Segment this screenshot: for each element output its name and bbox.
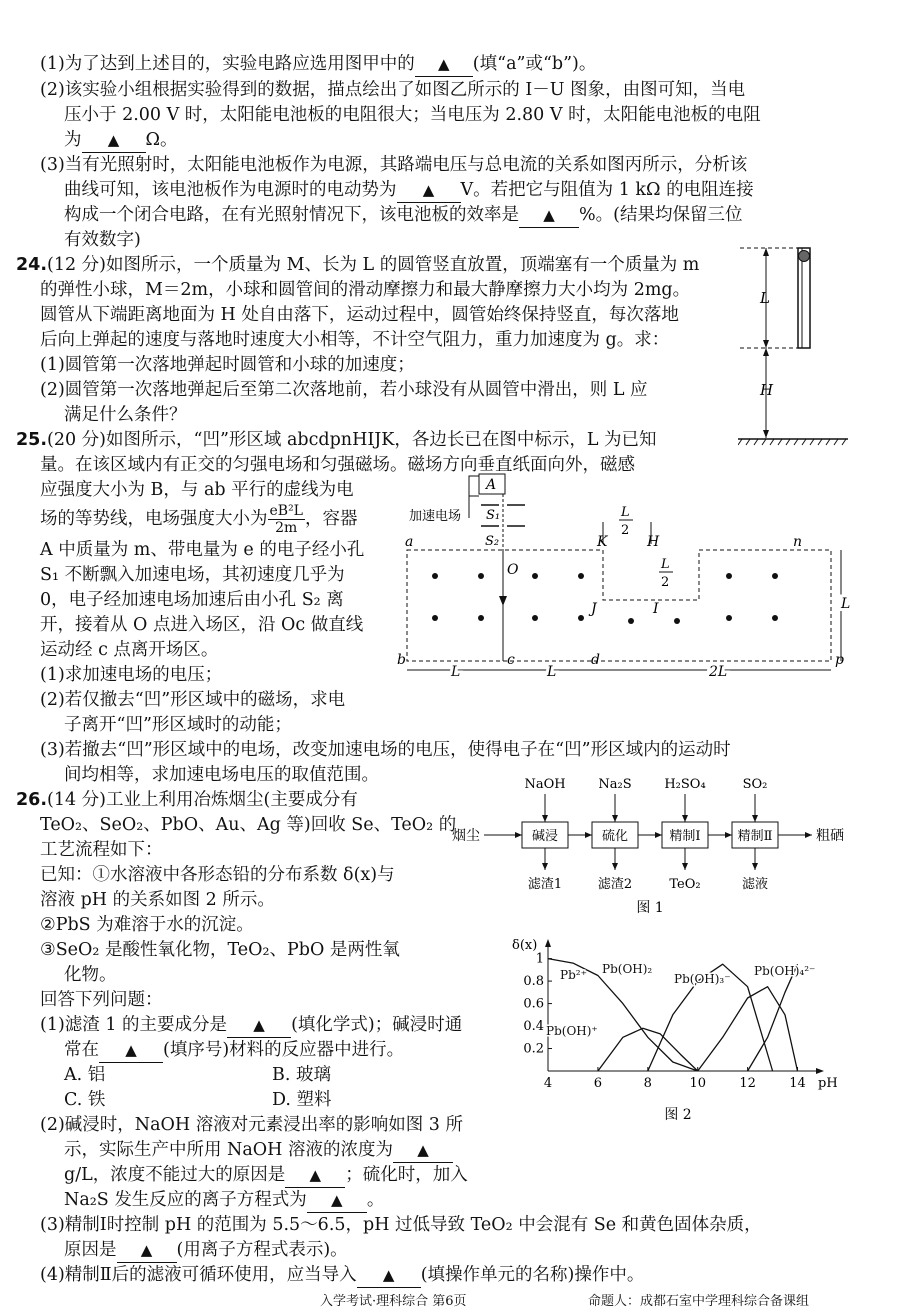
text-fragment: 为 — [64, 130, 82, 150]
answer-blank[interactable] — [357, 1263, 421, 1288]
flow-step-label: 精制Ⅰ — [669, 829, 701, 844]
text-line-q24b — [40, 278, 690, 302]
dim-bc: L — [451, 664, 461, 680]
text-fragment: (3)当有光照射时，太阳能电池板作为电源，其路端电压与总电流的关系如图丙所示，分析该 — [40, 155, 748, 175]
field-dots — [432, 573, 778, 624]
blank-triangle-icon: ▲ — [417, 1141, 429, 1159]
y-axis-arrow — [545, 939, 551, 947]
text-fragment: 构成一个闭合电路，在有光照射情况下，该电池板的效率是 — [64, 205, 519, 225]
label-c: c — [507, 652, 515, 668]
answer-blank[interactable] — [99, 1038, 163, 1063]
flow-arrowhead — [805, 832, 812, 838]
flow-reagent: SO₂ — [742, 777, 768, 792]
y-tick-label: 0.6 — [523, 996, 544, 1012]
text-line-q25n — [64, 763, 379, 787]
text-line-q26k — [64, 1038, 404, 1063]
text-fragment: 曲线可知，该电池板作为电源时的电动势为 — [64, 180, 397, 200]
text-fragment: %。(结果均保留三位 — [579, 205, 743, 225]
ground-hatching — [738, 439, 846, 445]
flow-reagent: H₂SO₄ — [664, 777, 706, 792]
series-label-3: Pb(OH)₃⁻ — [674, 972, 731, 986]
text-line-q26j — [40, 1013, 462, 1038]
text-fragment: ；硫化时，加入 — [345, 1165, 468, 1185]
text-fragment: 常在 — [64, 1040, 99, 1060]
text-fragment: 压小于 2.00 V 时，太阳能电池板的电阻很大；当电压为 2.80 V 时，太阳能电池板的电阻 — [64, 105, 761, 125]
label-K: K — [597, 534, 608, 550]
label-S2: S₂ — [485, 534, 500, 549]
text-line-q25j — [40, 663, 222, 687]
flow-arrowhead — [752, 815, 758, 822]
fraction-numerator: eB²L — [269, 503, 303, 519]
q25-region-figure — [395, 468, 855, 683]
flow-reagent: NaOH — [524, 777, 566, 792]
text-line-q24e — [40, 353, 415, 377]
flow-arrowhead — [542, 815, 548, 822]
text-fragment: 圆管从下端距离地面为 H 处自由落下，运动过程中，圆管始终保持竖直，每次落地 — [40, 305, 679, 325]
q26-distribution-chart — [508, 935, 848, 1125]
y-tick-label: 1 — [535, 951, 544, 967]
electron-arrow — [499, 596, 507, 606]
flow-arrowhead — [752, 863, 758, 870]
L-arrow-bottom — [763, 340, 769, 348]
text-line-q26s — [64, 1238, 348, 1263]
text-line-l5 — [40, 153, 747, 177]
region-outline — [407, 550, 831, 661]
answer-blank[interactable] — [397, 178, 461, 203]
text-line-q26b — [40, 813, 456, 837]
dim-HI-den: 2 — [661, 575, 670, 590]
flow-step-label: 精制Ⅱ — [737, 829, 773, 844]
answer-blank[interactable] — [307, 1188, 367, 1213]
flow-arrowhead — [542, 863, 548, 870]
flow-product: 滤渣2 — [597, 877, 633, 892]
text-fragment: 后向上弹起的速度与落地时速度大小相等，不计空气阻力，重力加速度为 g。求： — [40, 330, 670, 350]
flow-arrowhead — [725, 832, 732, 838]
text-fragment: 开，接着从 O 点进入场区，沿 Oc 做直线 — [40, 615, 364, 635]
text-fragment: V。若把它与阻值为 1 kΩ 的电阻连接 — [460, 180, 754, 200]
series-label-0: Pb²⁺ — [560, 968, 587, 982]
text-line-q26q — [64, 1188, 384, 1213]
x-tick-label: 12 — [739, 1076, 756, 1091]
text-line-q26r — [40, 1213, 762, 1237]
text-fragment: (20 分)如图所示，“凹”形区域 abcdpnHIJK，各边长已在图中标示，L 为已知 — [47, 430, 657, 450]
text-fragment: ③SeO₂ 是酸性氧化物，TeO₂、PbO 是两性氧 — [40, 940, 400, 960]
text-line-q26o — [64, 1138, 453, 1163]
text-line-q26f — [40, 913, 254, 937]
flow-product: 滤渣1 — [527, 877, 563, 892]
field-strength-fraction — [268, 503, 305, 536]
y-axis-label: δ(x) — [512, 938, 538, 953]
flow-step-label: 碱浸 — [531, 829, 559, 844]
flow-product: TeO₂ — [669, 877, 701, 892]
text-line-q25l — [64, 713, 292, 737]
text-line-q26m — [64, 1088, 105, 1112]
text-fragment: (3)精制Ⅰ时控制 pH 的范围为 5.5～6.5，pH 过低导致 TeO₂ 中会混有 Se 和黄色固体杂质， — [40, 1215, 762, 1235]
text-fragment: D. 塑料 — [272, 1090, 332, 1110]
label-A: A — [486, 477, 497, 493]
x-tick-label: 6 — [593, 1076, 603, 1091]
field-line-suffix: ，容器 — [304, 509, 358, 529]
text-fragment: 满足什么条件？ — [64, 405, 187, 425]
flow-arrowhead — [612, 863, 618, 870]
blank-triangle-icon: ▲ — [140, 1241, 153, 1259]
text-fragment: Na₂S 发生反应的离子方程式为 — [64, 1190, 307, 1210]
ball — [799, 251, 810, 262]
flow-input: 烟尘 — [452, 828, 480, 844]
x-axis-arrow — [816, 1068, 824, 1074]
y-tick-label: 0.8 — [523, 974, 544, 990]
text-line-q24g — [64, 403, 187, 427]
text-line-q26m2 — [272, 1088, 332, 1112]
text-fragment: 溶液 pH 的关系如图 2 所示。 — [40, 890, 275, 910]
dim-np: L — [841, 596, 851, 612]
H-arrow-bottom — [763, 430, 769, 438]
text-line-l4 — [64, 128, 178, 153]
series-label-1: Pb(OH)⁺ — [546, 1024, 598, 1038]
text-line-q26n — [40, 1113, 463, 1137]
text-line-q24a — [16, 253, 699, 277]
text-fragment: 回答下列问题： — [40, 990, 163, 1010]
text-fragment: 0，电子经加速电场加速后由小孔 S₂ 离 — [40, 590, 344, 610]
x-tick-label: 8 — [643, 1076, 652, 1091]
text-line-q26a — [16, 788, 358, 812]
text-fragment: S₁ 不断飘入加速电场，其初速度几乎为 — [40, 565, 345, 585]
dim-cd: L — [547, 664, 557, 680]
text-line-q26t — [40, 1263, 644, 1288]
dim-dp: 2L — [709, 664, 728, 680]
text-line-q25f — [40, 563, 345, 587]
q26-flowchart — [450, 770, 870, 920]
flow-arrowhead — [655, 832, 662, 838]
text-line-q25i — [40, 638, 218, 662]
text-fragment: Ω。 — [145, 130, 178, 150]
text-line-l6 — [64, 178, 754, 203]
flow-arrowhead — [682, 863, 688, 870]
flow-step-label: 硫化 — [601, 829, 629, 844]
label-O: O — [507, 562, 519, 578]
text-fragment: (填序号)材料的反应器中进行。 — [163, 1040, 405, 1060]
tube — [798, 248, 810, 348]
x-tick-label: 14 — [789, 1076, 806, 1091]
footer-page-info: 入学考试·理科综合 第6页 — [320, 1294, 467, 1309]
field-line-prefix: 场的等势线，电场强度大小为 — [40, 509, 268, 529]
L-label: L — [760, 289, 770, 307]
text-fragment: B. 玻璃 — [272, 1065, 331, 1085]
text-line-q26l — [64, 1063, 105, 1087]
text-fragment: (1)滤渣 1 的主要成分是 — [40, 1015, 228, 1035]
flow-arrowhead — [515, 832, 522, 838]
text-fragment: 子离开“凹”形区域时的动能； — [64, 715, 292, 735]
y-tick-label: 0.4 — [523, 1019, 544, 1035]
text-line-l2 — [40, 78, 745, 102]
figure-2-caption: 图 2 — [664, 1107, 692, 1123]
text-line-l8 — [64, 228, 141, 252]
answer-blank[interactable] — [227, 1013, 291, 1038]
text-fragment: (填“a”或“b”)。 — [472, 54, 597, 74]
label-S1: S₁ — [486, 508, 501, 523]
H-arrow-top — [763, 348, 769, 356]
text-line-q26p — [64, 1163, 468, 1188]
text-fragment: 运动经 c 点离开场区。 — [40, 640, 219, 660]
blank-triangle-icon: ▲ — [382, 1266, 395, 1284]
label-b: b — [397, 652, 406, 668]
text-fragment: g/L，浓度不能过大的原因是 — [64, 1165, 286, 1185]
text-line-l1 — [40, 52, 596, 77]
text-fragment: TeO₂、SeO₂、PbO、Au、Ag 等)回收 Se、TeO₂ 的 — [40, 815, 457, 835]
flow-arrowhead — [585, 832, 592, 838]
text-line-q26d — [40, 863, 395, 887]
q25-field-strength-line — [40, 503, 357, 536]
blank-triangle-icon: ▲ — [309, 1166, 321, 1184]
text-line-q25a — [16, 428, 657, 452]
text-fragment: (2)圆管第一次落地弹起后至第二次落地前，若小球没有从圆管中滑出，则 L 应 — [40, 380, 648, 400]
text-line-q26i — [40, 988, 163, 1012]
text-fragment: (14 分)工业上利用冶炼烟尘(主要成分有 — [47, 790, 358, 810]
question-number: 25. — [16, 430, 48, 450]
text-line-q25k — [40, 688, 345, 712]
text-fragment: 应强度大小为 B，与 ab 平行的虚线为电 — [40, 480, 354, 500]
blank-triangle-icon: ▲ — [107, 131, 120, 149]
flow-reagent: Na₂S — [598, 777, 632, 792]
dim-KH-num: L — [621, 505, 630, 520]
text-fragment: (2)若仅撤去“凹”形区域中的磁场，求电 — [40, 690, 346, 710]
text-fragment: C. 铁 — [64, 1090, 106, 1110]
figure-1-caption: 图 1 — [636, 900, 664, 916]
flow-output: 粗硒 — [816, 828, 844, 844]
blank-triangle-icon: ▲ — [253, 1016, 265, 1034]
text-line-q24d — [40, 328, 669, 352]
text-line-q24f — [40, 378, 648, 402]
text-fragment: 。 — [366, 1190, 385, 1210]
text-line-q24c — [40, 303, 679, 327]
text-line-q25e — [40, 538, 364, 562]
text-line-q26e — [40, 888, 275, 912]
text-fragment: (1)求加速电场的电压； — [40, 665, 223, 685]
text-line-q25g — [40, 588, 344, 612]
q24-tube-figure — [738, 240, 858, 450]
text-fragment: 有效数字) — [64, 230, 141, 250]
text-line-l3 — [64, 103, 761, 127]
x-tick-label: 10 — [689, 1076, 706, 1091]
blank-triangle-icon: ▲ — [438, 55, 450, 73]
label-p: p — [835, 652, 844, 668]
text-fragment: 化物。 — [64, 965, 117, 985]
label-J: J — [591, 601, 597, 617]
H-label: H — [760, 381, 774, 399]
container-frame — [469, 476, 479, 496]
question-number: 26. — [16, 790, 48, 810]
text-fragment: 示，实际生产中所用 NaOH 溶液的浓度为 — [64, 1140, 393, 1160]
label-n: n — [793, 534, 803, 550]
text-fragment: 间均相等，求加速电场电压的取值范围。 — [64, 765, 379, 785]
label-d: d — [591, 652, 600, 668]
flow-steps — [452, 777, 844, 916]
footer-author: 命题人：成都石室中学理科综合备课组 — [588, 1294, 810, 1309]
text-line-q26l2 — [272, 1063, 331, 1087]
text-fragment: A 中质量为 m、带电量为 e 的电子经小孔 — [40, 540, 365, 560]
text-fragment: (1)圆管第一次落地弹起时圆管和小球的加速度； — [40, 355, 415, 375]
text-fragment: (2)该实验小组根据实验得到的数据，描点绘出了如图乙所示的 I－U 图象，由图可知，当电 — [40, 80, 746, 100]
text-fragment: 工艺流程如下： — [40, 840, 163, 860]
text-fragment: (填操作单元的名称)操作中。 — [420, 1265, 645, 1285]
series-label-2: Pb(OH)₂ — [602, 962, 653, 976]
series-line-1 — [598, 1028, 698, 1071]
x-axis-label: pH — [818, 1076, 838, 1091]
answer-blank[interactable] — [415, 52, 473, 77]
series-line-4 — [748, 964, 798, 1071]
text-fragment: ②PbS 为难溶于水的沉淀。 — [40, 915, 254, 935]
text-line-q25m — [40, 738, 731, 762]
blank-triangle-icon: ▲ — [125, 1041, 137, 1059]
answer-blank[interactable] — [519, 203, 579, 228]
x-tick-label: 4 — [543, 1076, 553, 1091]
flow-arrowhead — [682, 815, 688, 822]
fraction-denominator: 2m — [275, 520, 298, 536]
label-a: a — [405, 534, 414, 550]
blank-triangle-icon: ▲ — [331, 1191, 343, 1209]
dim-HI-num: L — [661, 557, 670, 572]
answer-blank[interactable] — [393, 1138, 453, 1163]
text-fragment: (4)精制Ⅱ后的滤液可循环使用，应当导入 — [40, 1265, 357, 1285]
text-fragment: (3)若撤去“凹”形区域中的电场，改变加速电场的电压，使得电子在“凹”形区域内的运动时 — [40, 740, 731, 760]
text-fragment: A. 铝 — [64, 1065, 106, 1085]
answer-blank[interactable] — [285, 1163, 345, 1188]
text-fragment: 的弹性小球，M＝2m，小球和圆管间的滑动摩擦力和最大静摩擦力大小均为 2mg。 — [40, 280, 691, 300]
answer-blank[interactable] — [117, 1238, 177, 1263]
label-H: H — [647, 534, 660, 550]
blank-triangle-icon: ▲ — [422, 181, 435, 199]
dim-KH-den: 2 — [621, 523, 630, 538]
label-I: I — [653, 601, 659, 617]
text-fragment: 已知：①水溶液中各形态铅的分布系数 δ(x)与 — [40, 865, 395, 885]
accel-field-label: 加速电场 — [409, 509, 462, 524]
text-line-q25c — [40, 478, 354, 502]
text-fragment: 原因是 — [64, 1240, 117, 1260]
y-tick-label: 0.2 — [523, 1041, 544, 1057]
text-fragment: (填化学式)；碱浸时通 — [291, 1015, 463, 1035]
text-line-q26g — [40, 938, 400, 962]
question-number: 24. — [16, 255, 48, 275]
text-fragment: (2)碱浸时，NaOH 溶液对元素浸出率的影响如图 3 所 — [40, 1115, 463, 1135]
text-fragment: (用离子方程式表示)。 — [176, 1240, 348, 1260]
text-fragment: (1)为了达到上述目的，实验电路应选用图甲中的 — [40, 54, 415, 74]
series-label-4: Pb(OH)₄²⁻ — [754, 964, 816, 978]
flow-product: 滤液 — [741, 877, 769, 892]
text-fragment: (12 分)如图所示，一个质量为 M、长为 L 的圆管竖直放置，顶端塞有一个质量为 m — [47, 255, 700, 275]
L-arrow-top — [763, 248, 769, 256]
flow-arrowhead — [612, 815, 618, 822]
blank-triangle-icon: ▲ — [543, 206, 555, 224]
answer-blank[interactable] — [82, 128, 146, 153]
text-line-q26h — [64, 963, 117, 987]
text-line-l7 — [64, 203, 742, 228]
text-fragment: 量。在该区域内有正交的匀强电场和匀强磁场。磁场方向垂直纸面向外，磁感 — [40, 455, 635, 475]
text-line-q26c — [40, 838, 163, 862]
text-line-q25h — [40, 613, 363, 637]
